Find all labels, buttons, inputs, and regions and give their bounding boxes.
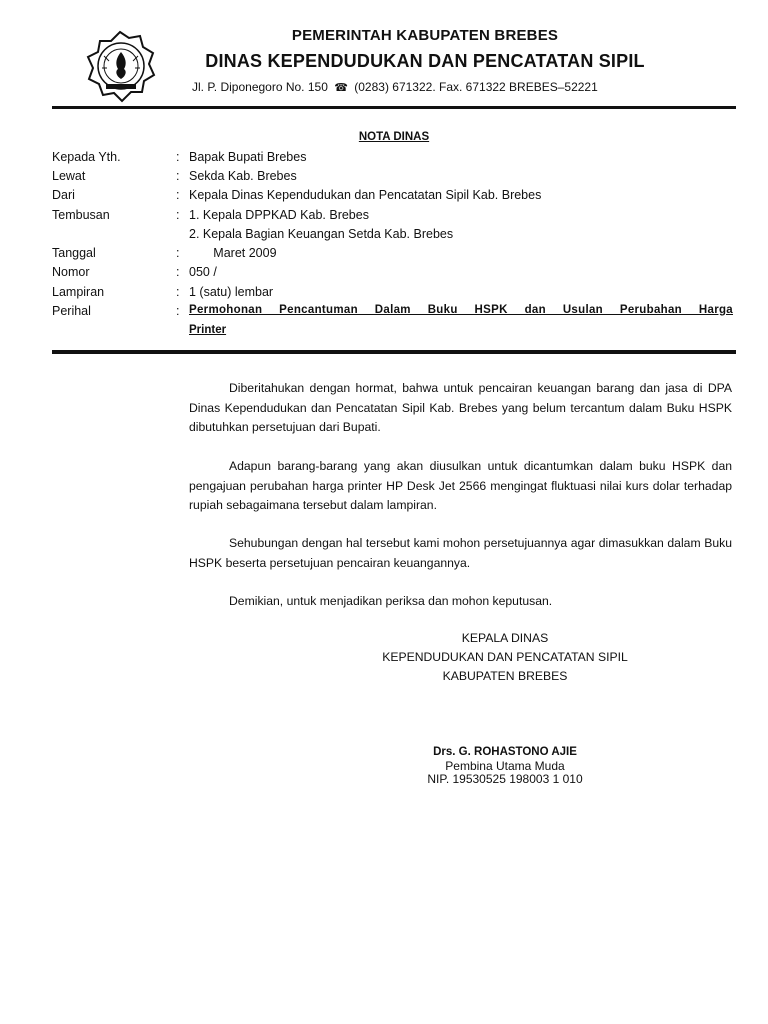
field-value: 2. Kepala Bagian Keuangan Setda Kab. Brebes bbox=[189, 227, 454, 241]
memo-field-tembusan bbox=[52, 208, 736, 226]
header-divider bbox=[52, 350, 736, 354]
field-value: Maret 2009 bbox=[189, 246, 277, 260]
address-line bbox=[192, 80, 672, 94]
memo-title: NOTA DINAS bbox=[358, 131, 430, 143]
phone-icon: ☎ bbox=[334, 82, 348, 94]
body-paragraph bbox=[189, 534, 732, 573]
body-paragraph bbox=[189, 592, 732, 612]
field-colon: : bbox=[176, 188, 180, 202]
field-value: 1 (satu) lembar bbox=[189, 285, 274, 299]
memo-field-lewat bbox=[52, 169, 736, 187]
letterhead-divider bbox=[52, 106, 736, 109]
field-label: Nomor bbox=[52, 265, 90, 279]
memo-field-nomor bbox=[52, 265, 736, 283]
signature-position-line-3: KABUPATEN BREBES bbox=[442, 669, 568, 683]
field-label: Tanggal bbox=[52, 246, 96, 260]
memo-field-tanggal bbox=[52, 246, 736, 264]
signature-position-line-1: KEPALA DINAS bbox=[461, 631, 549, 645]
perihal-line-2: Printer bbox=[189, 324, 227, 336]
memo-field-kepada bbox=[52, 150, 736, 168]
field-value: Kepala Dinas Kependudukan dan Pencatatan Sipil Kab. Brebes bbox=[189, 188, 542, 202]
signatory-nip: NIP. 19530525 198003 1 010 bbox=[427, 772, 583, 786]
signature-position-line-2: KEPENDUDUKAN DAN PENCATATAN SIPIL bbox=[382, 650, 628, 664]
perihal-line-1: Permohonan Pencantuman Dalam Buku HSPK dan Usulan Perubahan Harga bbox=[189, 304, 733, 316]
body-paragraph bbox=[189, 379, 732, 438]
government-heading: PEMERINTAH KABUPATEN BREBES bbox=[291, 27, 559, 44]
signatory-name: Drs. G. ROHASTONO AJIE bbox=[433, 746, 577, 758]
field-label: Kepada Yth. bbox=[52, 150, 121, 164]
field-label: Perihal bbox=[52, 304, 91, 318]
paragraph-text: Sehubungan dengan hal tersebut kami mohon persetujuannya agar dimasukkan dalam Buku HSPK beserta persetujuan pencairan keuangannya. bbox=[189, 536, 732, 570]
field-label: Tembusan bbox=[52, 208, 110, 222]
signatory-rank: Pembina Utama Muda bbox=[445, 759, 565, 773]
paragraph-text: Adapun barang-barang yang akan diusulkan untuk dicantumkan dalam buku HSPK dan pengajuan perubahan harga printer HP Desk Jet 2566 mengingat fluktuasi nilai kurs dolar terhadap rupiah sebagaimana tersebut dalam lampiran. bbox=[189, 459, 732, 512]
field-value: 050 / bbox=[189, 265, 217, 279]
address-street: Jl. P. Diponegoro No. 150 bbox=[192, 80, 328, 94]
memo-field-lampiran bbox=[52, 285, 736, 303]
memo-field-perihal bbox=[52, 304, 736, 344]
field-label: Lewat bbox=[52, 169, 86, 183]
field-colon: : bbox=[176, 150, 180, 164]
memo-field-tembusan-2 bbox=[52, 227, 736, 245]
field-colon: : bbox=[176, 265, 180, 279]
body-paragraph bbox=[189, 457, 732, 516]
paragraph-text: Demikian, untuk menjadikan periksa dan mohon keputusan. bbox=[229, 594, 553, 608]
paragraph-text: Diberitahukan dengan hormat, bahwa untuk pencairan keuangan barang dan jasa di DPA Dinas Kependudukan dan Pencatatan Sipil Kab. Brebes yang belum tercantum dalam Buku HSPK dibutuhkan persetujuan dari Bupati. bbox=[189, 381, 732, 434]
field-colon: : bbox=[176, 285, 180, 299]
field-value: 1. Kepala DPPKAD Kab. Brebes bbox=[189, 208, 369, 222]
field-colon: : bbox=[176, 208, 180, 222]
agency-heading: DINAS KEPENDUDUKAN DAN PENCATATAN SIPIL bbox=[205, 51, 645, 71]
field-colon: : bbox=[176, 169, 180, 183]
address-contact: (0283) 671322. Fax. 671322 BREBES–52221 bbox=[354, 80, 598, 94]
regency-seal-icon bbox=[80, 28, 160, 108]
field-value: Bapak Bupati Brebes bbox=[189, 150, 307, 164]
memo-field-dari bbox=[52, 188, 736, 206]
field-colon: : bbox=[176, 304, 180, 318]
field-colon: : bbox=[176, 246, 180, 260]
field-label: Dari bbox=[52, 188, 75, 202]
field-label: Lampiran bbox=[52, 285, 105, 299]
field-value: Sekda Kab. Brebes bbox=[189, 169, 297, 183]
